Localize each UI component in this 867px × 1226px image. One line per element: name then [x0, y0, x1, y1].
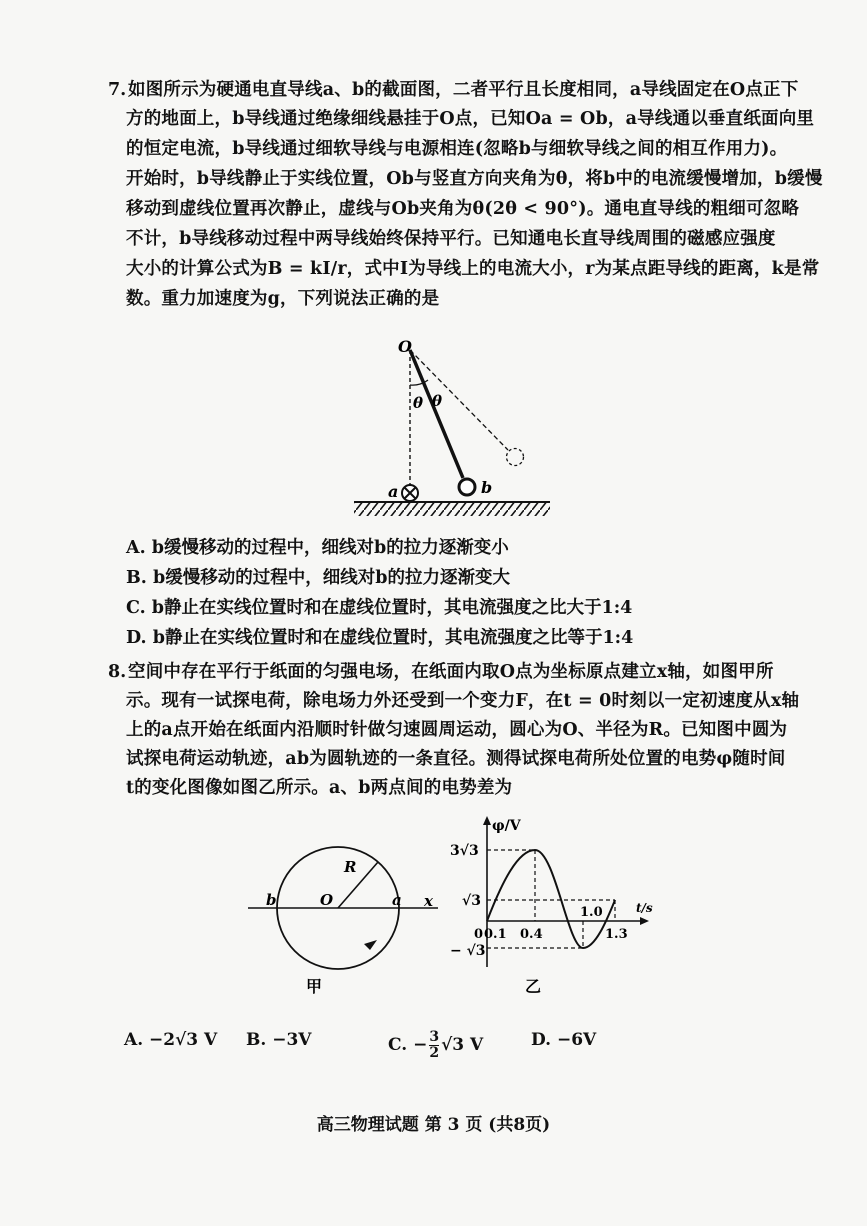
label-R: R: [344, 858, 357, 876]
label-theta-1: θ: [413, 394, 424, 412]
fraction-numerator: 3: [429, 1029, 440, 1045]
question-text-line: 试探电荷运动轨迹，ab为圆轨迹的一条直径。测得试探电荷所处位置的电势φ随时间: [126, 749, 786, 769]
question-text-line: 空间中存在平行于纸面的匀强电场，在纸面内取O点为坐标原点建立x轴，如图甲所: [128, 662, 774, 682]
t-axis-arrow-icon: [640, 917, 649, 925]
question-text-line: 示。现有一试探电荷，除电场力外还受到一个变力F，在t = 0时刻以一定初速度从x轴: [126, 691, 800, 711]
question-text-line: 大小的计算公式为B = kI/r，式中I为导线上的电流大小，r为某点距导线的距离，k是常: [126, 259, 820, 279]
label-a: a: [392, 891, 402, 909]
thread-solid: [410, 350, 463, 478]
option-d[interactable]: D. −6V: [531, 1030, 597, 1050]
page-footer: 高三物理试题 第 3 页 (共8页): [316, 1115, 551, 1135]
label-t4: 1.3: [605, 927, 628, 942]
option-c[interactable]: [388, 1030, 483, 1061]
option-c-suffix: √3 V: [441, 1035, 484, 1055]
label-theta-2: θ: [432, 392, 443, 410]
label-x: x: [424, 892, 433, 910]
label-O: O: [320, 891, 334, 909]
option-c-prefix: C. −: [388, 1035, 428, 1055]
label-a: a: [388, 482, 399, 501]
question-number: 7.: [108, 80, 127, 100]
question-text-line: 开始时，b导线静止于实线位置，Ob与竖直方向夹角为θ，将b中的电流缓慢增加，b缓慢: [126, 169, 823, 189]
option-b[interactable]: B. b缓慢移动的过程中，细线对b的拉力逐渐变大: [126, 568, 510, 588]
y-axis-arrow-icon: [483, 816, 491, 825]
label-t2: 0.4: [520, 927, 543, 942]
caption-yi: 乙: [525, 977, 542, 996]
pendulum-figure: [340, 330, 570, 530]
question-text-line: 不计，b导线移动过程中两导线始终保持平行。已知通电长直导线周围的磁感应强度: [126, 229, 776, 249]
option-a[interactable]: A. −2√3 V: [124, 1030, 218, 1050]
label-ylabel: φ/V: [492, 818, 521, 834]
potential-graph-yi: [440, 812, 660, 1002]
label-t3: 1.0: [580, 905, 603, 920]
option-b[interactable]: B. −3V: [246, 1030, 312, 1050]
question-text-line: 如图所示为硬通电直导线a、b的截面图，二者平行且长度相同，a导线固定在O点正下: [128, 80, 799, 100]
label-b: b: [266, 891, 277, 909]
caption-jia: 甲: [306, 977, 323, 996]
fraction-denominator: 2: [429, 1045, 440, 1061]
question-text-line: 数。重力加速度为g，下列说法正确的是: [126, 289, 440, 309]
option-d[interactable]: D. b静止在实线位置时和在虚线位置时，其电流强度之比等于1:4: [126, 628, 634, 648]
question-text-line: t的变化图像如图乙所示。a、b两点间的电势差为: [126, 778, 513, 798]
label-y-neg: − √3: [450, 943, 486, 959]
label-t1: 0.1: [484, 927, 507, 942]
thread-dashed: [410, 350, 508, 450]
question-text-line: 方的地面上，b导线通过绝缘细线悬挂于O点，已知Oa = Ob，a导线通以垂直纸面向里: [126, 109, 815, 129]
question-text-line: 上的a点开始在纸面内沿顺时针做匀速圆周运动，圆心为O、半径为R。已知图中圆为: [126, 720, 788, 740]
label-O: O: [398, 337, 412, 356]
wire-b-dashed-icon: [507, 449, 524, 466]
label-b: b: [481, 478, 493, 497]
direction-arrow-icon: [364, 940, 377, 950]
option-c[interactable]: C. b静止在实线位置时和在虚线位置时，其电流强度之比大于1:4: [126, 598, 633, 618]
option-a[interactable]: A. b缓慢移动的过程中，细线对b的拉力逐渐变小: [126, 538, 509, 558]
question-number: 8.: [108, 662, 127, 682]
question-text-line: 移动到虚线位置再次静止，虚线与Ob夹角为θ(2θ < 90°)。通电直导线的粗细可忽略: [126, 199, 800, 219]
label-tlabel: t/s: [636, 901, 653, 915]
ground-hatch: [354, 503, 550, 516]
question-text-line: 的恒定电流，b导线通过细软导线与电源相连(忽略b与细软导线之间的相互作用力)。: [126, 139, 788, 159]
wire-b-icon: [459, 479, 475, 495]
label-origin: 0: [474, 927, 484, 942]
circle-figure-jia: [240, 820, 450, 1000]
fraction: [429, 1030, 439, 1061]
label-y-mid: √3: [462, 893, 481, 909]
label-y-top: 3√3: [450, 843, 479, 859]
